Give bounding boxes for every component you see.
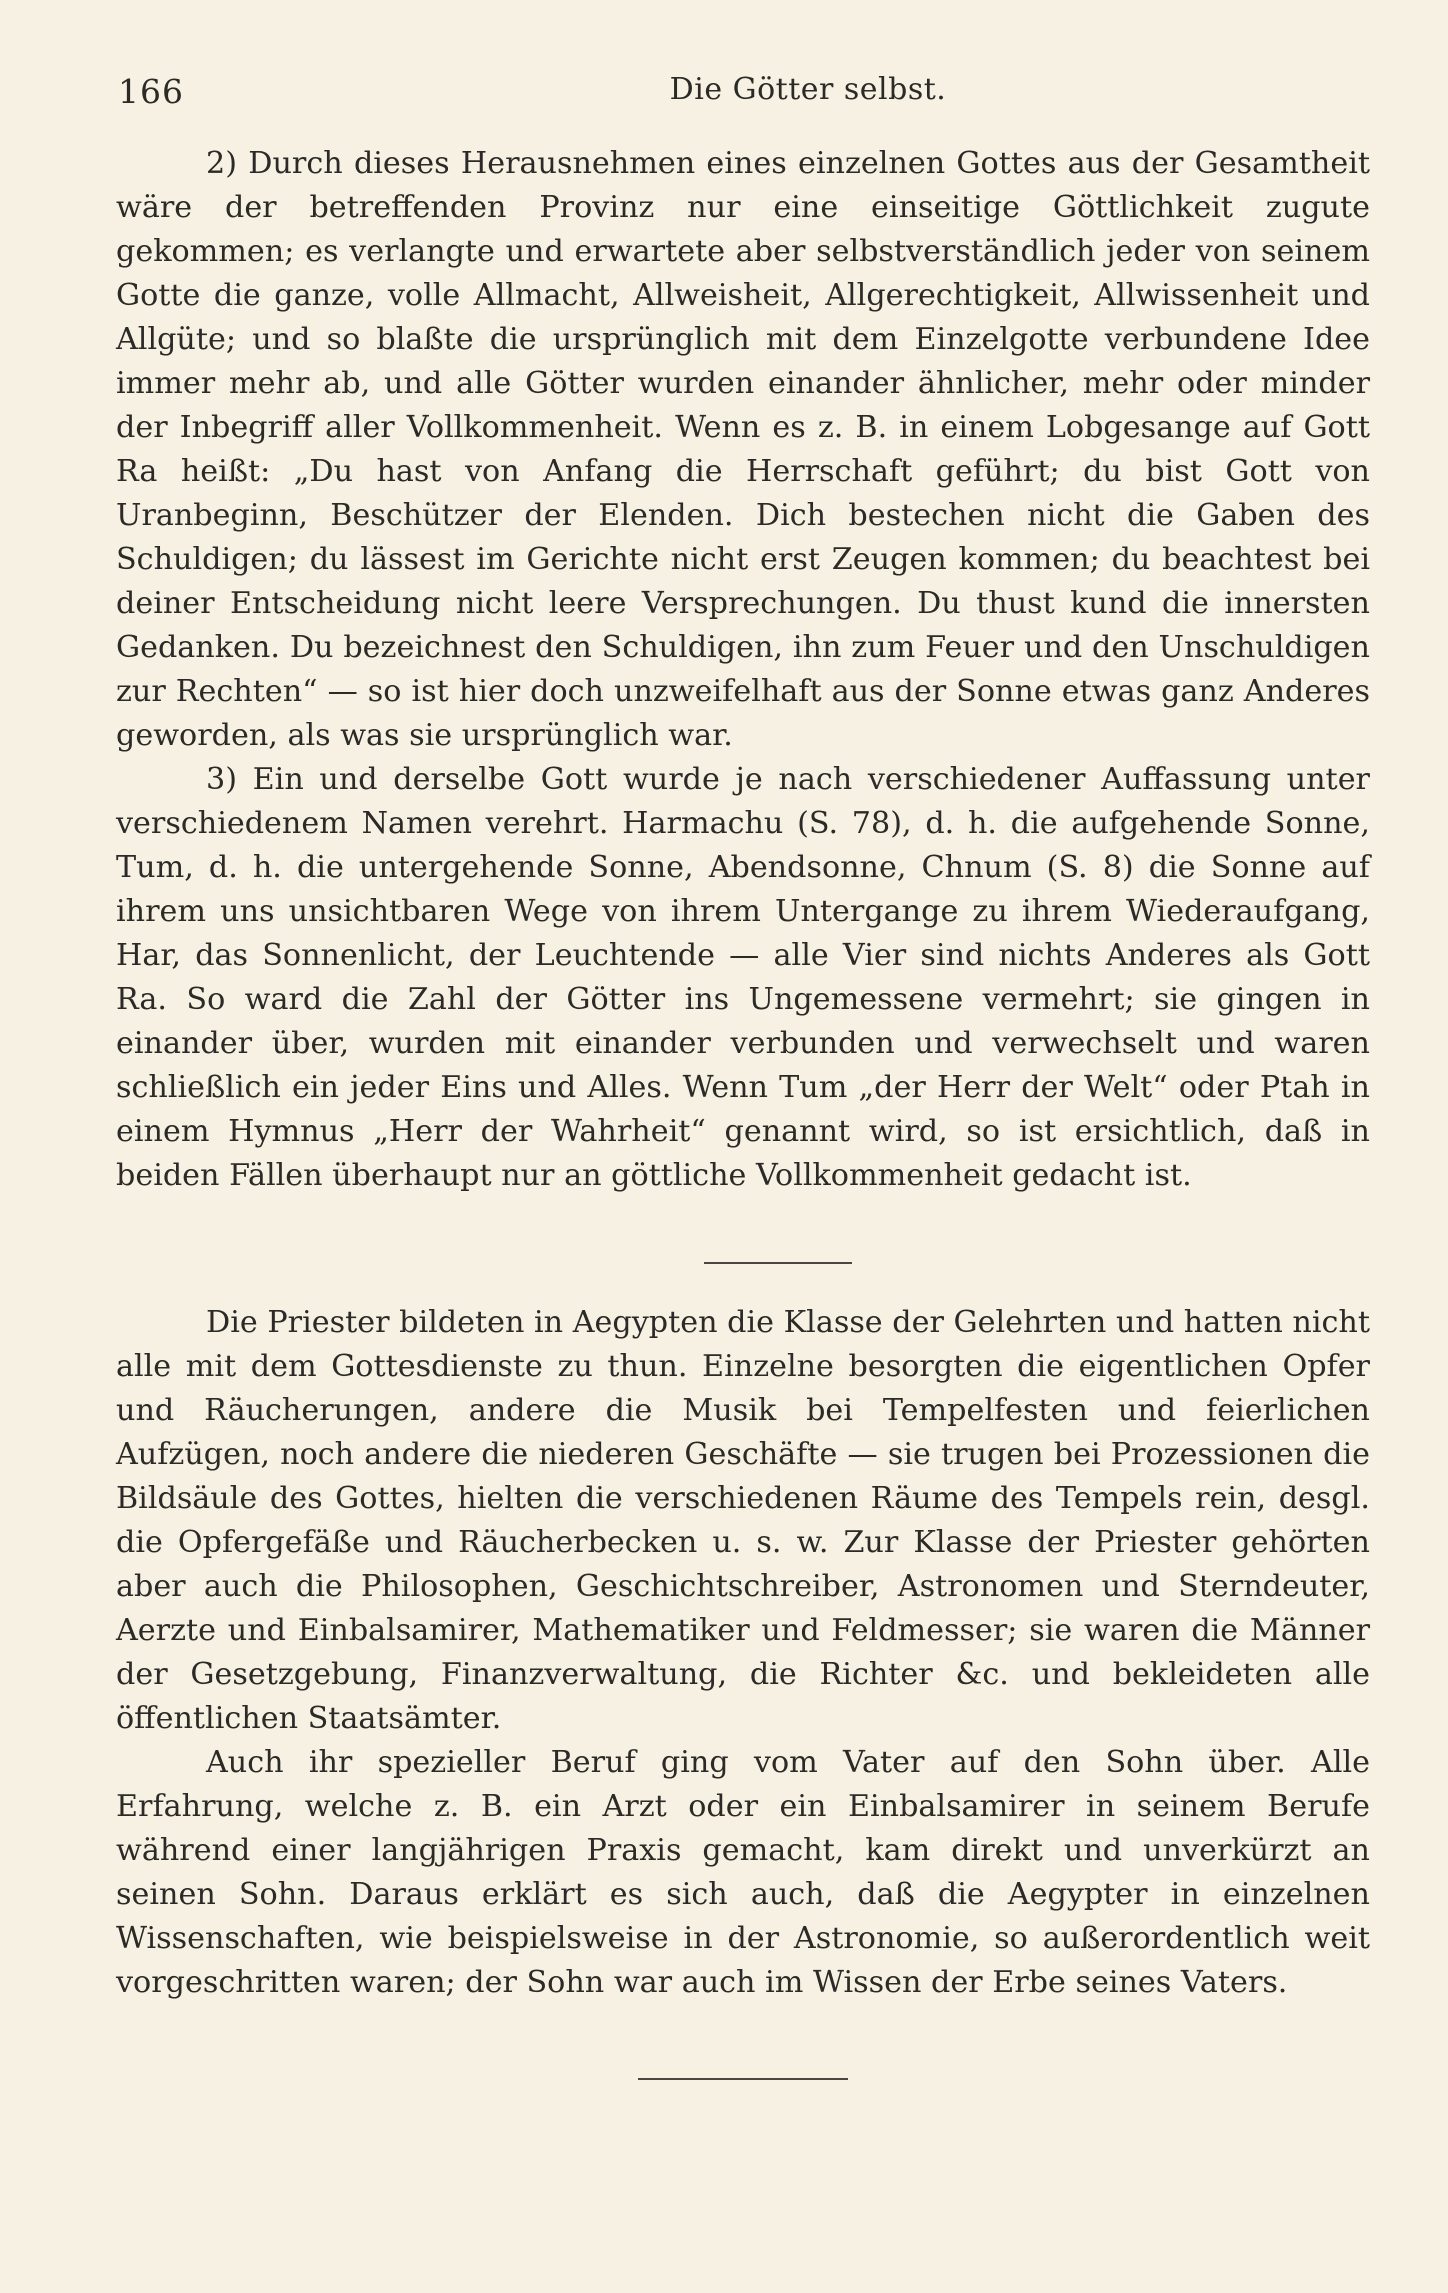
paragraph: 3) Ein und derselbe Gott wurde je nach verschiedener Auffassung unter verschiedenem Namen verehrt. Harmachu (S. 78), d. h. die aufgehende Sonne, Tum, d. h. die untergehende Sonne, Abendsonne, Chnum (S. 8) die Sonne auf ihrem uns unsichtbaren Wege von ihrem Untergange zu ihrem Wiederaufgang, Har, das Sonnenlicht, der Leuchtende — alle Vier sind nichts Anderes als Gott Ra. So ward die Zahl der Götter ins Ungemessene vermehrt; sie gingen in einander über, wurden mit einander verbunden und verwechselt und waren schließlich ein jeder Eins und Alles. Wenn Tum „der Herr der Welt“ oder Ptah in einem Hymnus „Herr der Wahrheit“ genannt wird, so ist ersichtlich, daß in beiden Fällen überhaupt nur an göttliche Vollkommenheit gedacht ist.	[116, 762, 1370, 1193]
section-priests	[116, 1301, 1370, 2005]
paragraph: 2) Durch dieses Herausnehmen eines einzelnen Gottes aus der Gesamtheit wäre der betreffenden Provinz nur eine einseitige Göttlichkeit zugute gekommen; es verlangte und erwartete aber selbstverständlich jeder von seinem Gotte die ganze, volle Allmacht, Allweisheit, Allgerechtigkeit, Allwissenheit und Allgüte; und so blaßte die ursprünglich mit dem Einzelgotte verbundene Idee immer mehr ab, und alle Götter wurden einander ähnlicher, mehr oder minder der Inbegriff aller Vollkommenheit. Wenn es z. B. in einem Lobgesange auf Gott Ra heißt: „Du hast von Anfang die Herrschaft geführt; du bist Gott von Uranbeginn, Beschützer der Elenden. Dich bestechen nicht die Gaben des Schuldigen; du lässest im Gerichte nicht erst Zeugen kommen; du beachtest bei deiner Entscheidung nicht leere Versprechungen. Du thust kund die innersten Gedanken. Du bezeichnest den Schuldigen, ihn zum Feuer und den Unschuldigen zur Rechten“ — so ist hier doch unzweifelhaft aus der Sonne etwas ganz Anderes geworden, als was sie ursprünglich war.	[116, 146, 1370, 753]
paragraph: Die Priester bildeten in Aegypten die Klasse der Gelehrten und hatten nicht alle mit dem Gottesdienste zu thun. Einzelne besorgten die eigentlichen Opfer und Räucherungen, andere die Musik bei Tempelfesten und feierlichen Aufzügen, noch andere die niederen Geschäfte — sie trugen bei Prozessionen die Bildsäule des Gottes, hielten die verschiedenen Räume des Tempels rein, desgl. die Opfergefäße und Räucherbecken u. s. w. Zur Klasse der Priester gehörten aber auch die Philosophen, Geschichtschreiber, Astronomen und Sterndeuter, Aerzte und Einbalsamirer, Mathematiker und Feldmesser; sie waren die Männer der Gesetzgebung, Finanzverwaltung, die Richter &c. und bekleideten alle öffentlichen Staatsämter.	[116, 1305, 1370, 1736]
closing-divider	[638, 2078, 848, 2080]
section-divider	[704, 1262, 852, 1264]
section-gods-unity	[116, 142, 1370, 1198]
running-head: Die Götter selbst.	[669, 72, 947, 107]
paragraph: Auch ihr spezieller Beruf ging vom Vater auf den Sohn über. Alle Erfahrung, welche z. B. ein Arzt oder ein Einbalsamirer in seinem Berufe während einer langjährigen Praxis gemacht, kam direkt und unverkürzt an seinen Sohn. Daraus erklärt es sich auch, daß die Aegypter in einzelnen Wissenschaften, wie beispielsweise in der Astronomie, so außerordentlich weit vorgeschritten waren; der Sohn war auch im Wissen der Erbe seines Vaters.	[116, 1745, 1370, 2000]
page-header	[118, 72, 1368, 122]
page-number: 166	[118, 72, 184, 111]
